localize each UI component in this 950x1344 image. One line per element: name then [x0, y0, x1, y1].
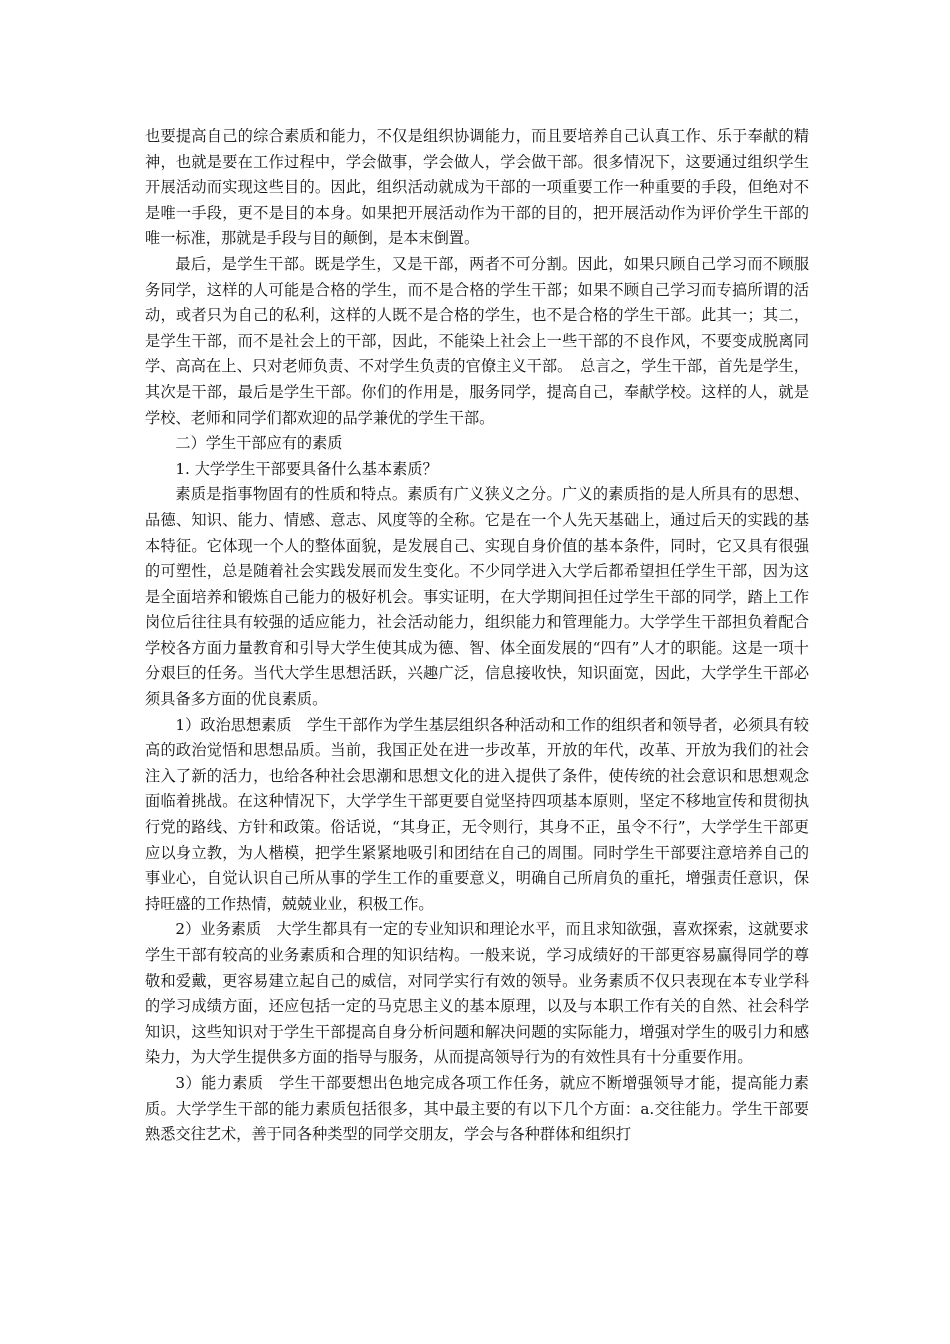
paragraph-quality-definition: 素质是指事物固有的性质和特点。素质有广义狭义之分。广义的素质指的是人所具有的思想、品德、知识、能力、情感、意志、风度等的全称。它是在一个人先天基础上，通过后天的实践的基本特征。它体现一个人的整体面貌，是发展自己、实现自身价值的基本条件，同时，它又具有很强的可塑性，总是随着社会实践发展而发生变化。不少同学进入大学后都希望担任学生干部，因为这是全面培养和锻炼自己能力的极好机会。事实证明，在大学期间担任过学生干部的同学，踏上工作岗位后往往具有较强的适应能力，社会活动能力，组织能力和管理能力。大学学生干部担负着配合学校各方面力量教育和引导大学生使其成为德、智、体全面发展的“四有”人才的职能。这是一项十分艰巨的任务。当代大学生思想活跃，兴趣广泛，信息接收快，知识面宽，因此，大学学生干部必须具备多方面的优良素质。	[145, 485, 809, 709]
paragraph-role-of-activities: 也要提高自己的综合素质和能力，不仅是组织协调能力，而且要培养自己认真工作、乐于奉献的精神，也就是要在工作过程中，学会做事，学会做人，学会做干部。很多情况下，这要通过组织学生开展活动而实现这些目的。因此，组织活动就成为干部的一项重要工作一种重要的手段，但绝对不是唯一手段，更不是目的本身。如果把开展活动作为干部的目的，把开展活动作为评价学生干部的唯一标准，那就是手段与目的颠倒，是本末倒置。	[145, 127, 809, 248]
paragraph-lastly-student-cadre: 最后，是学生干部。既是学生，又是干部，两者不可分割。因此，如果只顾自己学习而不顾服务同学，这样的人可能是合格的学生，而不是合格的学生干部；如果不顾自己学习而专搞所谓的活动，或者只为自己的私利，这样的人既不是合格的学生，也不是合格的学生干部。此其一；其二，是学生干部，而不是社会上的干部，因此，不能染上社会上一些干部的不良作风，不要变成脱离同学、高高在上、只对老师负责、不对学生负责的官僚主义干部。 总言之，学生干部，首先是学生，其次是干部，最后是学生干部。你们的作用是，服务同学，提高自己，奉献学校。这样的人，就是学校、老师和同学们都欢迎的品学兼优的学生干部。	[145, 254, 809, 427]
paragraph-ability-quality: 3）能力素质 学生干部要想出色地完成各项工作任务，就应不断增强领导才能，提高能力素质。大学学生干部的能力素质包括很多，其中最主要的有以下几个方面：a.交往能力。学生干部要熟悉交往艺术，善于同各种类型的同学交朋友，学会与各种群体和组织打	[145, 1073, 809, 1144]
paragraph-professional-quality: 2）业务素质 大学生都具有一定的专业知识和理论水平，而且求知欲强，喜欢探索，这就要求学生干部有较高的业务素质和合理的知识结构。一般来说，学习成绩好的干部更容易赢得同学的尊敬和爱戴，更容易建立起自己的威信，对同学实行有效的领导。业务素质不仅只表现在本专业学科的学习成绩方面，还应包括一定的马克思主义的基本原理，以及与本职工作有关的自然、社会科学知识，这些知识对于学生干部提高自身分析问题和解决问题的实际能力，增强对学生的吸引力和感染力，为大学生提供多方面的指导与服务，从而提高领导行为的有效性具有十分重要作用。	[145, 920, 809, 1067]
subheading-basic-qualities-question: 1. 大学学生干部要具备什么基本素质？	[175, 459, 438, 478]
paragraph-political-quality: 1）政治思想素质 学生干部作为学生基层组织各种活动和工作的组织者和领导者，必须具有较高的政治觉悟和思想品质。当前，我国正处在进一步改革，开放的年代，改革、开放为我们的社会注入了新的活力，也给各种社会思潮和思想文化的进入提供了条件，使传统的社会意识和思想观念面临着挑战。在这种情况下，大学学生干部更要自觉坚持四项基本原则，坚定不移地宣传和贯彻执行党的路线、方针和政策。俗话说，“其身正，无令则行，其身不正，虽令不行”，大学学生干部更应以身立教，为人楷模，把学生紧紧地吸引和团结在自己的周围。同时学生干部要注意培养自己的事业心，自觉认识自己所从事的学生工作的重要意义，明确自己所肩负的重托，增强责任意识，保持旺盛的工作热情，兢兢业业，积极工作。	[145, 715, 809, 913]
document-body	[145, 124, 809, 1148]
section-heading-qualities: 二）学生干部应有的素质	[175, 434, 343, 453]
